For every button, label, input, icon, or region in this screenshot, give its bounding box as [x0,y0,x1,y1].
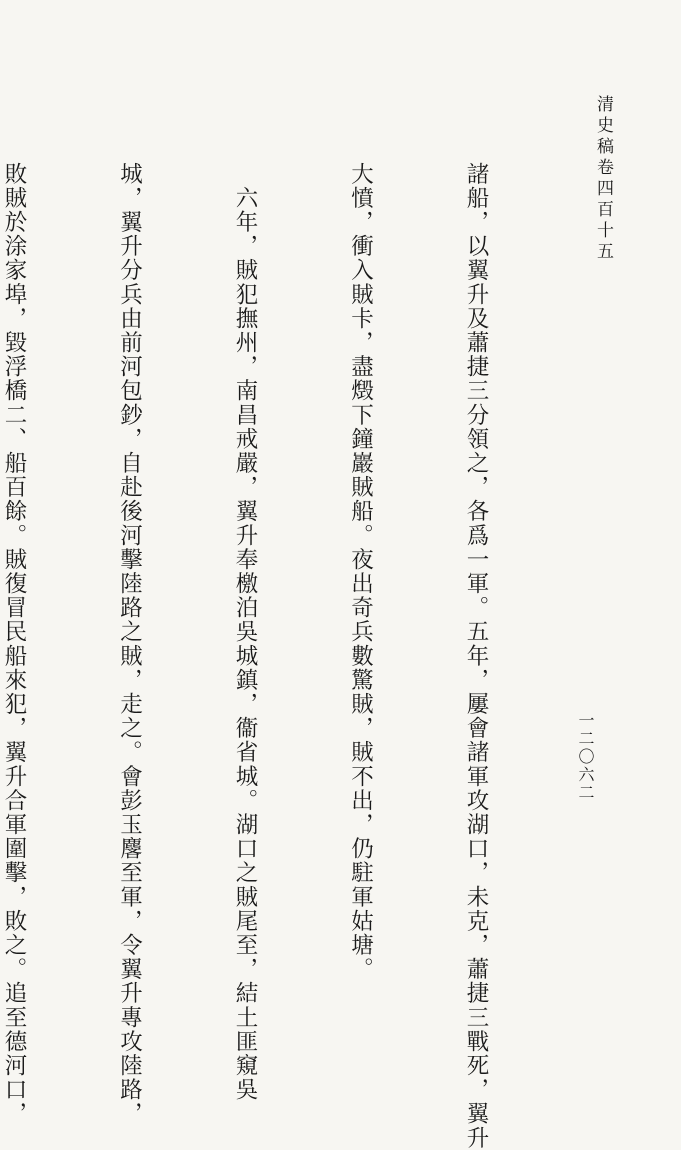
running-title: 清史稿卷四百十五 [593,95,613,263]
text-column: 諸船，以翼升及蕭捷三分領之，各爲一軍。五年，屢會諸軍攻湖口，未克，蕭捷三戰死，翼升 [463,162,489,1150]
text-column: 敗賊於涂家埠，毀浮橋二、船百餘。賊復冒民船來犯，翼升合軍圍擊，敗之。追至德河口， [1,162,27,1126]
text-column: 城，翼升分兵由前河包鈔，自赴後河擊陸路之賊，走之。會彭玉麐至軍，令翼升專攻陸路， [116,162,143,1126]
text-column: 大憤，衝入賊卡，盡燬下鐘巖賊船。夜出奇兵數驚賊，賊不出，仍駐軍姑塘。 [347,162,374,982]
text-column: 六年，賊犯撫州，南昌戒嚴，翼升奉檄泊吳城鎮，衞省城。湖口之賊尾至，結土匪窺吳 [232,162,258,1102]
main-text [0,162,572,1150]
page-number: 一二〇六二 [576,712,595,802]
